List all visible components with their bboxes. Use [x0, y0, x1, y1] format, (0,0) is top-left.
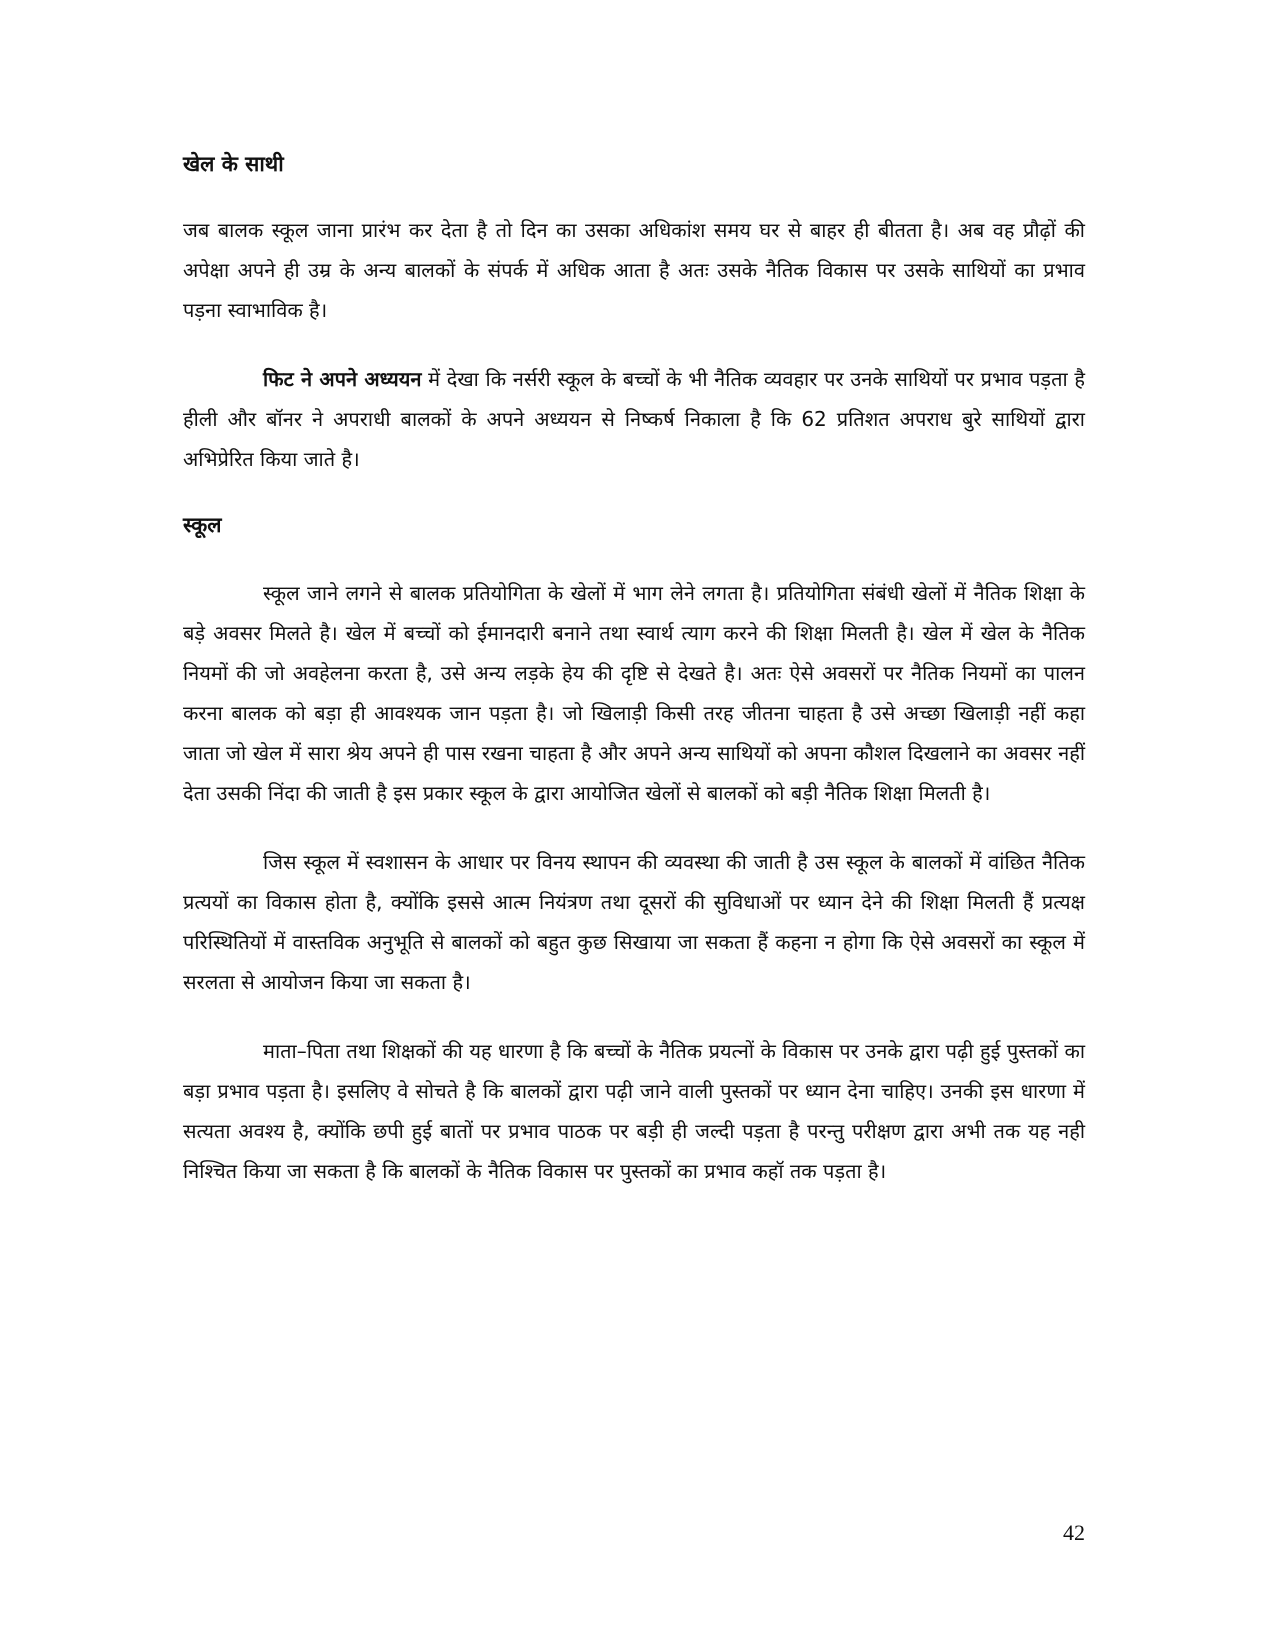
- paragraph-school-games: स्कूल जाने लगने से बालक प्रतियोगिता के खेलों में भाग लेने लगता है। प्रतियोगिता संबंधी खेलों में नैतिक शिक्षा के बड़े अवसर मिलते है। खेल में बच्चों को ईमानदारी बनाने तथा स्वार्थ त्याग करने की शिक्षा मिलती है। खेल में खेल के नैतिक नियमों की जो अवहेलना करता है, उसे अन्य लड़के हेय की दृष्टि से देखते है। अतः ऐसे अवसरों पर नैतिक नियमों का पालन करना बालक को बड़ा ही आवश्यक जान पड़ता है। जो खिलाड़ी किसी तरह जीतना चाहता है उसे अच्छा खिलाड़ी नहीं कहा जाता जो खेल में सारा श्रेय अपने ही पास रखना चाहता है और अपने अन्य साथियों को अपना कौशल दिखलाने का अवसर नहीं देता उसकी निंदा की जाती है इस प्रकार स्कूल के द्वारा आयोजित खेलों से बालकों को बड़ी नैतिक शिक्षा मिलती है।: [183, 581, 1085, 805]
- section-heading-school: स्कूल: [183, 513, 222, 537]
- page-number: 42: [1063, 1520, 1085, 1545]
- paragraph-fit-study: [183, 359, 1085, 479]
- paragraph-books-influence: माता–पिता तथा शिक्षकों की यह धारणा है कि बच्चों के नैतिक प्रयत्नों के विकास पर उनके द्वारा पढ़ी हुई पुस्तकों का बड़ा प्रभाव पड़ता है। इसलिए वे सोचते है कि बालकों द्वारा पढ़ी जाने वाली पुस्तकों पर ध्यान देना चाहिए। उनकी इस धारणा में सत्यता अवश्य है, क्योंकि छपी हुई बातों पर प्रभाव पाठक पर बड़ी ही जल्दी पड़ता है परन्तु परीक्षण द्वारा अभी तक यह नही निश्चित किया जा सकता है कि बालकों के नैतिक विकास पर पुस्तकों का प्रभाव कहॉ तक पड़ता है।: [183, 1039, 1085, 1183]
- bold-phrase-fit-study: फिट ने अपने अध्ययन: [263, 367, 422, 391]
- paragraph-playmates-intro: जब बालक स्कूल जाना प्रारंभ कर देता है तो दिन का उसका अधिकांश समय घर से बाहर ही बीतता है। अब वह प्रौढ़ों की अपेक्षा अपने ही उम्र के अन्य बालकों के संपर्क में अधिक आता है अतः उसके नैतिक विकास पर उसके साथियों का प्रभाव पड़ना स्वाभाविक है।: [183, 218, 1085, 322]
- page-content: [183, 148, 1085, 1191]
- paragraph-self-governance: जिस स्कूल में स्वशासन के आधार पर विनय स्थापन की व्यवस्था की जाती है उस स्कूल के बालकों में वांछित नैतिक प्रत्ययों का विकास होता है, क्योंकि इससे आत्म नियंत्रण तथा दूसरों की सुविधाओं पर ध्यान देने की शिक्षा मिलती हैं प्रत्यक्ष परिस्थितियों में वास्तविक अनुभूति से बालकों को बहुत कुछ सिखाया जा सकता हैं कहना न होगा कि ऐसे अवसरों का स्कूल में सरलता से आयोजन किया जा सकता है।: [183, 850, 1085, 994]
- section-heading-playmates: खेल के साथी: [183, 152, 284, 176]
- paragraph-fit-study-text: में देखा कि नर्सरी स्कूल के बच्चों के भी नैतिक व्यवहार पर उनके साथियों पर प्रभाव पड़ता है हीली और बॉनर ने अपराधी बालकों के अपने अध्ययन से निष्कर्ष निकाला है कि 62 प्रतिशत अपराध बुरे साथियों द्वारा अभिप्रेरित किया जाते है।: [183, 367, 1085, 471]
